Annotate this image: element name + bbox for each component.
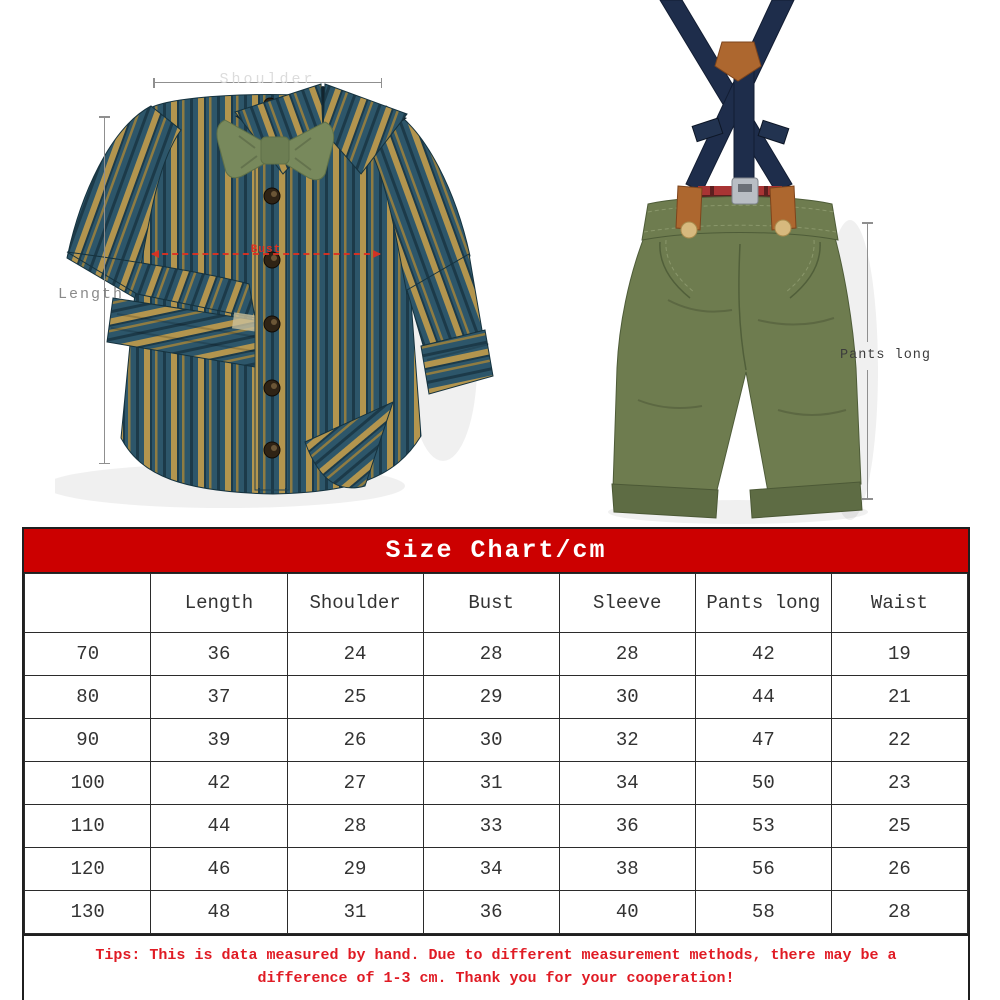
size-table-cell: 90 xyxy=(25,719,151,762)
size-table-cell: 27 xyxy=(287,762,423,805)
size-column-header: Sleeve xyxy=(559,574,695,633)
size-table-cell: 46 xyxy=(151,848,287,891)
size-column-header: Shoulder xyxy=(287,574,423,633)
size-table-cell: 25 xyxy=(831,805,967,848)
size-chart-title: Size Chart/cm xyxy=(24,529,968,573)
size-table-cell: 36 xyxy=(559,805,695,848)
size-table-header-row xyxy=(25,574,968,633)
arrow-left-icon xyxy=(151,250,159,258)
bust-measure-label: Bust xyxy=(250,244,282,256)
bust-measure xyxy=(152,244,380,256)
size-table-cell: 34 xyxy=(423,848,559,891)
pants-long-line-lower xyxy=(867,370,869,498)
size-table-cell: 33 xyxy=(423,805,559,848)
measure-tick xyxy=(99,463,110,465)
size-table-cell: 25 xyxy=(287,676,423,719)
shoulder-measure-label: Shoulder xyxy=(219,71,316,88)
pants-photo xyxy=(598,0,890,525)
size-chart-table xyxy=(22,527,970,1000)
size-table-cell: 30 xyxy=(559,676,695,719)
size-table-cell: 100 xyxy=(25,762,151,805)
size-table-cell: 39 xyxy=(151,719,287,762)
size-table-cell: 28 xyxy=(287,805,423,848)
size-table-cell: 47 xyxy=(695,719,831,762)
size-table-cell: 28 xyxy=(423,633,559,676)
suspender-straps xyxy=(660,0,794,192)
size-table-row xyxy=(25,633,968,676)
size-table-cell: 37 xyxy=(151,676,287,719)
shirt-placket xyxy=(255,130,289,490)
size-table-row xyxy=(25,805,968,848)
pants-long-measure-label: Pants long xyxy=(840,348,932,363)
size-table-cell: 53 xyxy=(695,805,831,848)
size-table-cell: 31 xyxy=(423,762,559,805)
size-table-cell: 44 xyxy=(151,805,287,848)
size-column-header: Waist xyxy=(831,574,967,633)
size-table-cell: 26 xyxy=(831,848,967,891)
size-table-cell: 58 xyxy=(695,891,831,934)
size-table-cell: 38 xyxy=(559,848,695,891)
size-table-cell: 48 xyxy=(151,891,287,934)
length-measure-label: Length xyxy=(58,286,125,303)
size-table-cell: 50 xyxy=(695,762,831,805)
size-table-cell: 28 xyxy=(559,633,695,676)
shoulder-measure xyxy=(153,71,382,88)
measure-tick xyxy=(862,498,873,500)
shirt-photo xyxy=(55,46,515,516)
size-table-cell: 40 xyxy=(559,891,695,934)
size-table-cell: 22 xyxy=(831,719,967,762)
measure-tick xyxy=(381,78,383,88)
size-table-cell: 34 xyxy=(559,762,695,805)
size-table-cell: 110 xyxy=(25,805,151,848)
size-table-cell: 130 xyxy=(25,891,151,934)
pants-long-measure xyxy=(840,222,932,500)
size-table-cell: 36 xyxy=(151,633,287,676)
length-measure xyxy=(58,116,125,464)
size-table xyxy=(24,573,968,934)
size-table-cell: 120 xyxy=(25,848,151,891)
size-table-cell: 32 xyxy=(559,719,695,762)
size-table-cell: 24 xyxy=(287,633,423,676)
size-table-cell: 42 xyxy=(695,633,831,676)
size-table-cell: 29 xyxy=(287,848,423,891)
measure-tick xyxy=(99,116,110,118)
size-table-cell: 29 xyxy=(423,676,559,719)
size-table-cell: 19 xyxy=(831,633,967,676)
size-table-cell: 26 xyxy=(287,719,423,762)
size-table-cell: 36 xyxy=(423,891,559,934)
size-column-header: Length xyxy=(151,574,287,633)
size-table-cell: 31 xyxy=(287,891,423,934)
size-table-cell: 44 xyxy=(695,676,831,719)
pants-body xyxy=(613,197,861,495)
size-table-row xyxy=(25,676,968,719)
size-chart-tips: Tips: This is data measured by hand. Due to different measurement methods, there may be a difference of 1-3 cm. Thank you for your cooperation! xyxy=(24,934,968,1000)
size-table-row xyxy=(25,762,968,805)
size-table-cell: 42 xyxy=(151,762,287,805)
measure-tick xyxy=(153,78,155,88)
size-column-header xyxy=(25,574,151,633)
size-table-row xyxy=(25,719,968,762)
size-table-cell: 23 xyxy=(831,762,967,805)
size-table-body xyxy=(25,633,968,934)
size-table-cell: 80 xyxy=(25,676,151,719)
size-table-cell: 56 xyxy=(695,848,831,891)
size-table-row xyxy=(25,891,968,934)
size-table-cell: 70 xyxy=(25,633,151,676)
size-column-header: Bust xyxy=(423,574,559,633)
size-table-cell: 21 xyxy=(831,676,967,719)
size-table-row xyxy=(25,848,968,891)
size-table-cell: 28 xyxy=(831,891,967,934)
left-cuff xyxy=(612,484,718,518)
size-table-cell: 30 xyxy=(423,719,559,762)
size-column-header: Pants long xyxy=(695,574,831,633)
pants-long-line-upper xyxy=(867,224,869,342)
arrow-right-icon xyxy=(373,250,381,258)
